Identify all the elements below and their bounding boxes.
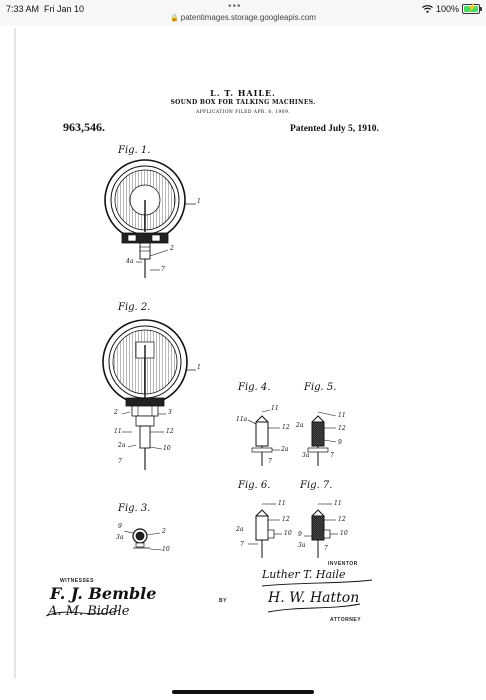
ref-fig5-12: 12	[338, 425, 346, 432]
ref-fig7-12: 12	[338, 516, 346, 523]
attorney-signature: H. W. Hatton	[268, 590, 360, 606]
ref-fig7-3a: 3a	[298, 542, 306, 549]
battery-icon: ⚡	[462, 4, 480, 14]
ref-fig2-11: 11	[114, 428, 122, 435]
home-indicator[interactable]	[172, 690, 314, 694]
application-filed-line: APPLICATION FILED APR. 8, 1909.	[195, 110, 291, 115]
ref-fig2-7: 7	[118, 458, 122, 465]
ref-fig3-9: 9	[118, 523, 122, 530]
ref-fig7-10: 10	[340, 530, 348, 537]
url-text: patentimages.storage.googleapis.com	[180, 13, 316, 22]
status-date: Fri Jan 10	[44, 4, 85, 14]
ref-fig7-7: 7	[324, 545, 328, 552]
figure-6-drawing	[248, 504, 282, 558]
ref-fig3-10: 10	[162, 546, 170, 553]
ref-fig1-7: 7	[161, 266, 165, 273]
ref-fig2-10: 10	[163, 445, 171, 452]
lock-icon: 🔒	[170, 15, 179, 22]
status-time: 7:33 AM	[6, 4, 40, 14]
inventor-signature: Luther T. Haile	[262, 568, 346, 581]
witnesses-label: WITNESSES	[60, 578, 94, 584]
fig-6-label: Fig. 6.	[238, 480, 271, 491]
ref-fig2-3: 3	[168, 409, 172, 416]
ref-fig6-2a: 2a	[236, 526, 244, 533]
ref-fig4-11: 11	[271, 405, 279, 412]
ref-fig7-9: 9	[298, 531, 302, 538]
ref-fig1-4a: 4a	[126, 258, 134, 265]
ref-fig6-11: 11	[278, 500, 286, 507]
ref-fig1-2: 2	[170, 245, 174, 252]
inventor-heading: L. T. HAILE.	[210, 88, 276, 98]
ref-fig5-3a: 3a	[302, 452, 310, 459]
ref-fig6-7: 7	[240, 541, 244, 548]
ref-fig4-2a: 2a	[281, 446, 289, 453]
ref-fig2-2: 2	[114, 409, 118, 416]
ref-fig2-12: 12	[166, 428, 174, 435]
ref-fig4-7: 7	[268, 458, 272, 465]
battery-percent: 100%	[435, 4, 459, 14]
witness-1-signature: F. J. Bemble	[50, 584, 157, 603]
fig-3-label: Fig. 3.	[118, 503, 151, 514]
attorney-label: ATTORNEY	[330, 617, 362, 623]
ref-fig5-9: 9	[338, 439, 342, 446]
ref-fig4-12: 12	[282, 424, 290, 431]
ref-fig2-2a: 2a	[118, 442, 126, 449]
fig-7-label: Fig. 7.	[300, 480, 333, 491]
patent-number: 963,546.	[63, 120, 105, 134]
figure-2-drawing	[103, 320, 196, 470]
ref-fig4-11a: 11a	[236, 416, 248, 423]
ref-fig3-3a: 3a	[116, 534, 124, 541]
figure-3-drawing	[124, 529, 162, 550]
figure-1-drawing	[105, 160, 196, 278]
fig-4-label: Fig. 4.	[238, 382, 271, 393]
ref-fig6-10: 10	[284, 530, 292, 537]
ref-fig1-1: 1	[197, 198, 201, 205]
patented-date: Patented July 5, 1910.	[290, 124, 379, 134]
ref-fig5-11: 11	[338, 412, 346, 419]
figure-7-drawing	[304, 504, 338, 558]
patent-title: SOUND BOX FOR TALKING MACHINES.	[170, 99, 316, 106]
figure-4-drawing	[248, 410, 280, 466]
fig-2-label: Fig. 2.	[118, 302, 151, 313]
by-label: BY	[219, 598, 227, 604]
ref-fig2-1: 1	[197, 364, 201, 371]
ref-fig3-2: 2	[162, 528, 166, 535]
fig-5-label: Fig. 5.	[304, 382, 337, 393]
fig-1-label: Fig. 1.	[118, 145, 151, 156]
ref-fig5-2a: 2a	[296, 422, 304, 429]
inventor-label: INVENTOR	[328, 561, 358, 567]
ref-fig7-11: 11	[334, 500, 342, 507]
ref-fig5-7: 7	[330, 452, 334, 459]
multitask-dots-icon[interactable]: •••	[228, 1, 242, 12]
witness-2-signature: A. M. Biddle	[48, 604, 130, 619]
ref-fig6-12: 12	[282, 516, 290, 523]
